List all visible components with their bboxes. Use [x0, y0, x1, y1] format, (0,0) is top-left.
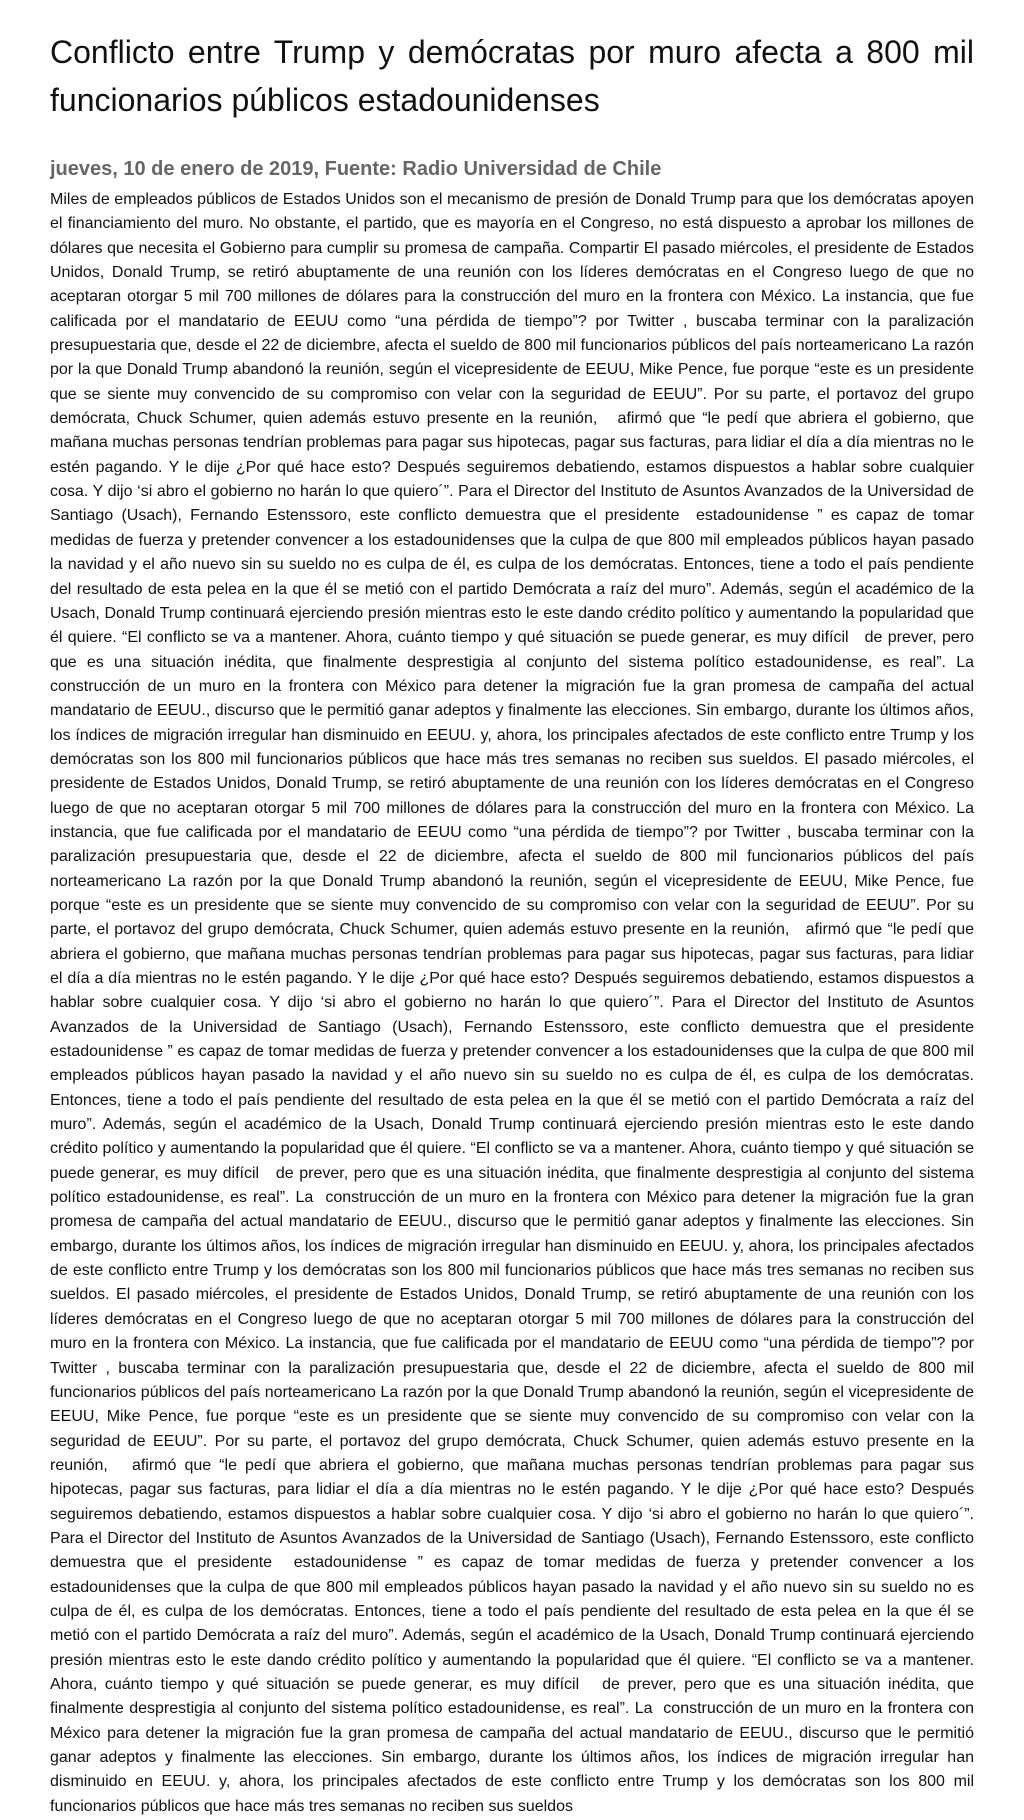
- article-byline: jueves, 10 de enero de 2019, Fuente: Radio Universidad de Chile: [50, 158, 662, 180]
- article-body: Miles de empleados públicos de Estados Unidos son el mecanismo de presión de Donald Trump para que los demócratas apoyen el financiamiento del muro. No obstante, el partido, que es mayoría en el Congreso, no está dispuesto a aprobar los millones de dólares que necesita el Gobierno para cumplir su promesa de campaña. Compartir El pasado miércoles, el presidente de Estados Unidos, Donald Trump, se retiró abuptamente de una reunión con los líderes demócratas en el Congreso luego de que no aceptaran otorgar 5 mil 700 millones de dólares para la construcción del muro en la frontera con México. La instancia, que fue calificada por el mandatario de EEUU como “una pérdida de tiempo”? por Twitter , buscaba terminar con la paralización presupuestaria que, desde el 22 de diciembre, afecta el sueldo de 800 mil funcionarios públicos del país norteamericano La razón por la que Donald Trump abandonó la reunión, según el vicepresidente de EEUU, Mike Pence, fue porque “este es un presidente que se siente muy convencido de su compromiso con velar con la seguridad de EEUU”. Por su parte, el portavoz del grupo demócrata, Chuck Schumer, quien además estuvo presente en la reunión, afirmó que “le pedí que abriera el gobierno, que mañana muchas personas tendrían problemas para pagar sus hipotecas, pagar sus facturas, para lidiar el día a día mientras no le estén pagando. Y le dije ¿Por qué hace esto? Después seguiremos debatiendo, estamos dispuestos a hablar sobre cualquier cosa. Y dijo ‘si abro el gobierno no harán lo que quiero´”. Para el Director del Instituto de Asuntos Avanzados de la Universidad de Santiago (Usach), Fernando Estenssoro, este conflicto demuestra que el presidente estadounidense ” es capaz de tomar medidas de fuerza y pretender convencer a los estadounidenses que la culpa de que 800 mil empleados públicos hayan pasado la navidad y el año nuevo sin su sueldo no es culpa de él, es culpa de los demócratas. Entonces, tiene a todo el país pendiente del resultado de esta pelea en la que él se metió con el partido Demócrata a raíz del muro”. Además, según el académico de la Usach, Donald Trump continuará ejerciendo presión mientras esto le este dando crédito político y aumentando la popularidad que él quiere. “El conflicto se va a mantener. Ahora, cuánto tiempo y qué situación se puede generar, es muy difícil de prever, pero que es una situación inédita, que finalmente desprestigia al conjunto del sistema político estadounidense, es real”. La construcción de un muro en la frontera con México para detener la migración fue la gran promesa de campaña del actual mandatario de EEUU., discurso que le permitió ganar adeptos y finalmente las elecciones. Sin embargo, durante los últimos años, los índices de migración irregular han disminuido en EEUU. y, ahora, los principales afectados de este conflicto entre Trump y los demócratas son los 800 mil funcionarios públicos que hace más tres semanas no reciben sus sueldos. El pasado miércoles, el presidente de Estados Unidos, Donald Trump, se retiró abuptamente de una reunión con los líderes demócratas en el Congreso luego de que no aceptaran otorgar 5 mil 700 millones de dólares para la construcción del muro en la frontera con México. La instancia, que fue calificada por el mandatario de EEUU como “una pérdida de tiempo”? por Twitter , buscaba terminar con la paralización presupuestaria que, desde el 22 de diciembre, afecta el sueldo de 800 mil funcionarios públicos del país norteamericano La razón por la que Donald Trump abandonó la reunión, según el vicepresidente de EEUU, Mike Pence, fue porque “este es un presidente que se siente muy convencido de su compromiso con velar con la seguridad de EEUU”. Por su parte, el portavoz del grupo demócrata, Chuck Schumer, quien además estuvo presente en la reunión, afirmó que “le pedí que abriera el gobierno, que mañana muchas personas tendrían problemas para pagar sus hipotecas, pagar sus facturas, para lidiar el día a día mientras no le estén pagando. Y le dije ¿Por qué hace esto? Después seguiremos debatiendo, estamos dispuestos a hablar sobre cualquier cosa. Y dijo ‘si abro el gobierno no harán lo que quiero´”. Para el Director del Instituto de Asuntos Avanzados de la Universidad de Santiago (Usach), Fernando Estenssoro, este conflicto demuestra que el presidente estadounidense ” es capaz de tomar medidas de fuerza y pretender convencer a los estadounidenses que la culpa de que 800 mil empleados públicos hayan pasado la navidad y el año nuevo sin su sueldo no es culpa de él, es culpa de los demócratas. Entonces, tiene a todo el país pendiente del resultado de esta pelea en la que él se metió con el partido Demócrata a raíz del muro”. Además, según el académico de la Usach, Donald Trump continuará ejerciendo presión mientras esto le este dando crédito político y aumentando la popularidad que él quiere. “El conflicto se va a mantener. Ahora, cuánto tiempo y qué situación se puede generar, es muy difícil de prever, pero que es una situación inédita, que finalmente desprestigia al conjunto del sistema político estadounidense, es real”. La construcción de un muro en la frontera con México para detener la migración fue la gran promesa de campaña del actual mandatario de EEUU., discurso que le permitió ganar adeptos y finalmente las elecciones. Sin embargo, durante los últimos años, los índices de migración irregular han disminuido en EEUU. y, ahora, los principales afectados de este conflicto entre Trump y los demócratas son los 800 mil funcionarios públicos que hace más tres semanas no reciben sus sueldos. El pasado miércoles, el presidente de Estados Unidos, Donald Trump, se retiró abuptamente de una reunión con los líderes demócratas en el Congreso luego de que no aceptaran otorgar 5 mil 700 millones de dólares para la construcción del muro en la frontera con México. La instancia, que fue calificada por el mandatario de EEUU como “una pérdida de tiempo”? por Twitter , buscaba terminar con la paralización presupuestaria que, desde el 22 de diciembre, afecta el sueldo de 800 mil funcionarios públicos del país norteamericano La razón por la que Donald Trump abandonó la reunión, según el vicepresidente de EEUU, Mike Pence, fue porque “este es un presidente que se siente muy convencido de su compromiso con velar con la seguridad de EEUU”. Por su parte, el portavoz del grupo demócrata, Chuck Schumer, quien además estuvo presente en la reunión, afirmó que “le pedí que abriera el gobierno, que mañana muchas personas tendrían problemas para pagar sus hipotecas, pagar sus facturas, para lidiar el día a día mientras no le estén pagando. Y le dije ¿Por qué hace esto? Después seguiremos debatiendo, estamos dispuestos a hablar sobre cualquier cosa. Y dijo ‘si abro el gobierno no harán lo que quiero´”. Para el Director del Instituto de Asuntos Avanzados de la Universidad de Santiago (Usach), Fernando Estenssoro, este conflicto demuestra que el presidente estadounidense ” es capaz de tomar medidas de fuerza y pretender convencer a los estadounidenses que la culpa de que 800 mil empleados públicos hayan pasado la navidad y el año nuevo sin su sueldo no es culpa de él, es culpa de los demócratas. Entonces, tiene a todo el país pendiente del resultado de esta pelea en la que él se metió con el partido Demócrata a raíz del muro”. Además, según el académico de la Usach, Donald Trump continuará ejerciendo presión mientras esto le este dando crédito político y aumentando la popularidad que él quiere. “El conflicto se va a mantener. Ahora, cuánto tiempo y qué situación se puede generar, es muy difícil de prever, pero que es una situación inédita, que finalmente desprestigia al conjunto del sistema político estadounidense, es real”. La construcción de un muro en la frontera con México para detener la migración fue la gran promesa de campaña del actual mandatario de EEUU., discurso que le permitió ganar adeptos y finalmente las elecciones. Sin embargo, durante los últimos años, los índices de migración irregular han disminuido en EEUU. y, ahora, los principales afectados de este conflicto entre Trump y los demócratas son los 800 mil funcionarios públicos que hace más tres semanas no reciben sus sueldos: [50, 191, 983, 1815]
- article-title: Conflicto entre Trump y demócratas por muro afecta a 800 mil funcionarios públicos estadounidenses: [50, 34, 974, 118]
